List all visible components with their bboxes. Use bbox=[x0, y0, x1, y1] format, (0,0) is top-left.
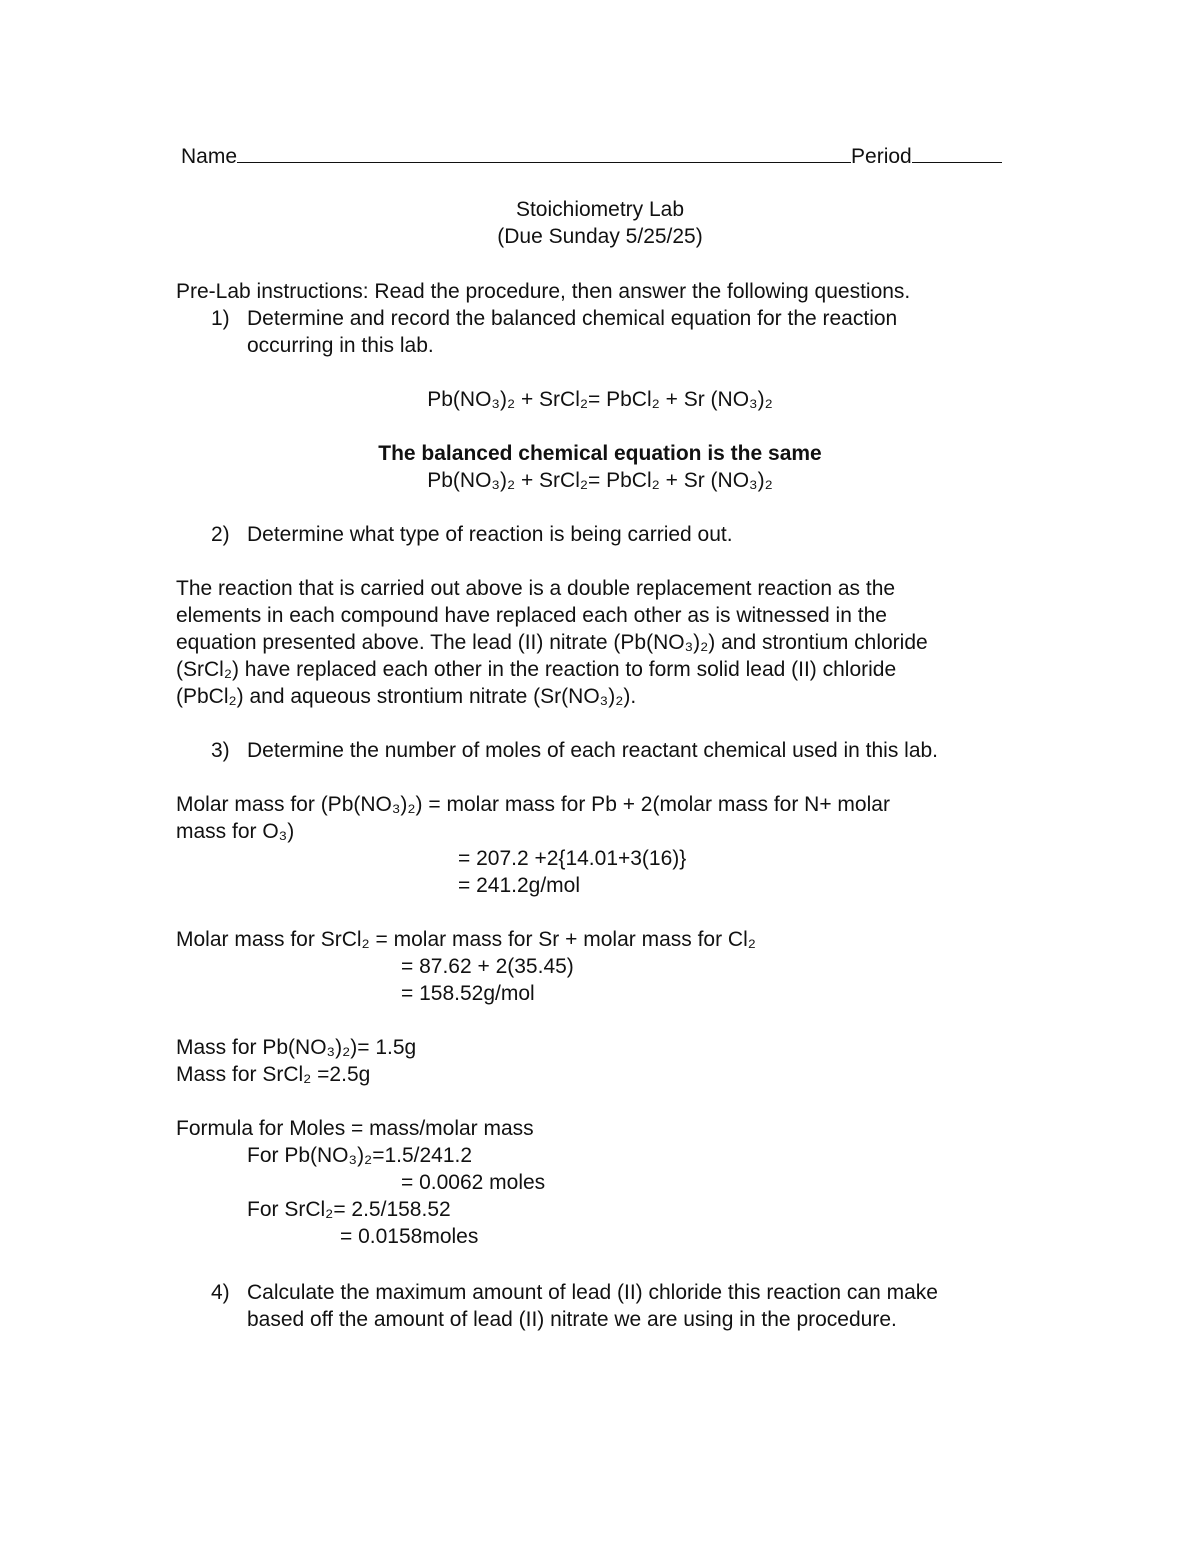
q2-answer-line: (PbCl₂) and aqueous strontium nitrate (Sr(NO₃)₂). bbox=[176, 685, 637, 708]
q2-answer-line: elements in each compound have replaced each other as is witnessed in the bbox=[176, 604, 887, 627]
name-blank bbox=[237, 142, 851, 163]
q4-text-line2: based off the amount of lead (II) nitrate we are using in the procedure. bbox=[247, 1308, 897, 1331]
q4-number: 4) bbox=[211, 1281, 230, 1304]
period-blank bbox=[912, 142, 1002, 163]
q2-number: 2) bbox=[211, 523, 230, 546]
q2-answer-line: The reaction that is carried out above is a double replacement reaction as the bbox=[176, 577, 896, 600]
q4-text-line1: Calculate the maximum amount of lead (II) chloride this reaction can make bbox=[247, 1281, 938, 1304]
name-period-line bbox=[181, 142, 1002, 171]
q3-text: Determine the number of moles of each reactant chemical used in this lab. bbox=[247, 739, 939, 762]
name-label: Name bbox=[181, 145, 238, 168]
due-date: (Due Sunday 5/25/25) bbox=[497, 225, 703, 248]
moles-formula: Formula for Moles = mass/molar mass bbox=[176, 1117, 534, 1140]
molar-mass-sr-line: Molar mass for SrCl₂ = molar mass for Sr + molar mass for Cl₂ bbox=[176, 928, 756, 951]
molar-mass-pb-line1: Molar mass for (Pb(NO₃)₂) = molar mass for Pb + 2(molar mass for N+ molar bbox=[176, 793, 890, 816]
document-title: Stoichiometry Lab bbox=[515, 198, 685, 221]
moles-sr-result: = 0.0158moles bbox=[340, 1225, 479, 1248]
moles-sr: For SrCl₂= 2.5/158.52 bbox=[247, 1198, 451, 1221]
molar-mass-sr-calc: = 87.62 + 2(35.45) bbox=[401, 955, 574, 978]
prelab-instructions: Pre-Lab instructions: Read the procedure, then answer the following questions. bbox=[176, 280, 911, 303]
molar-mass-pb-result: = 241.2g/mol bbox=[458, 874, 581, 897]
mass-sr: Mass for SrCl₂ =2.5g bbox=[176, 1063, 371, 1086]
q1-answer-equation: Pb(NO₃)₂ + SrCl₂= PbCl₂ + Sr (NO₃)₂ bbox=[427, 469, 773, 492]
q2-answer-line: (SrCl₂) have replaced each other in the reaction to form solid lead (II) chloride bbox=[176, 658, 897, 681]
q2-answer-line: equation presented above. The lead (II) nitrate (Pb(NO₃)₂) and strontium chloride bbox=[176, 631, 928, 654]
q1-text-line2: occurring in this lab. bbox=[247, 334, 434, 357]
molar-mass-sr-result: = 158.52g/mol bbox=[401, 982, 535, 1005]
mass-pb: Mass for Pb(NO₃)₂)= 1.5g bbox=[176, 1036, 417, 1059]
q1-equation: Pb(NO₃)₂ + SrCl₂= PbCl₂ + Sr (NO₃)₂ bbox=[427, 388, 773, 411]
q1-answer-heading: The balanced chemical equation is the same bbox=[378, 442, 822, 465]
q1-number: 1) bbox=[211, 307, 230, 330]
molar-mass-pb-calc: = 207.2 +2{14.01+3(16)} bbox=[458, 847, 687, 870]
molar-mass-pb-line2: mass for O₃) bbox=[176, 820, 295, 843]
q3-number: 3) bbox=[211, 739, 230, 762]
q1-text-line1: Determine and record the balanced chemical equation for the reaction bbox=[247, 307, 898, 330]
moles-pb-result: = 0.0062 moles bbox=[401, 1171, 546, 1194]
moles-pb: For Pb(NO₃)₂=1.5/241.2 bbox=[247, 1144, 473, 1167]
period-label: Period bbox=[851, 145, 912, 168]
q2-text: Determine what type of reaction is being carried out. bbox=[247, 523, 733, 546]
